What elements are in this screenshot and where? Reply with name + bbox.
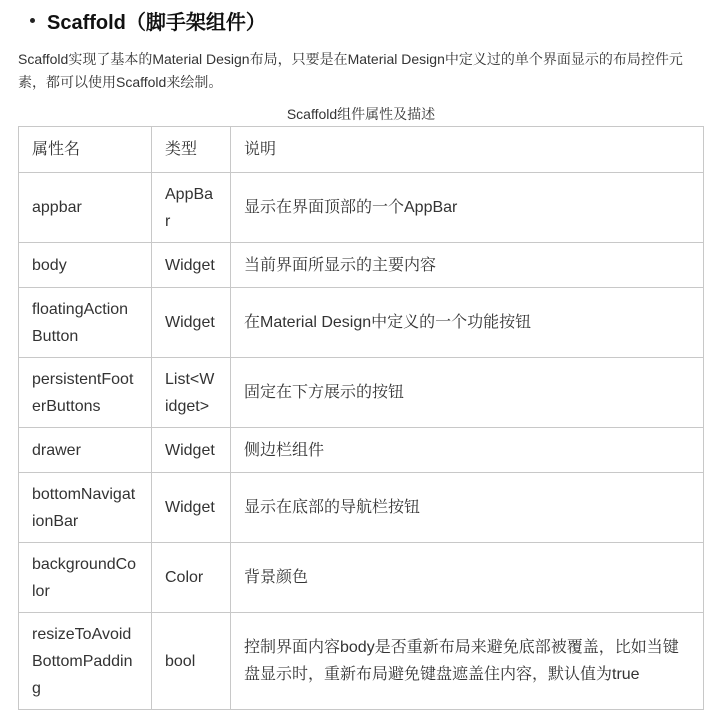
cell-name: persistentFooterButtons (19, 358, 152, 428)
table-row (19, 473, 704, 543)
cell-name: appbar (19, 173, 152, 243)
table-row (19, 243, 704, 288)
intro-paragraph: Scaffold实现了基本的Material Design布局，只要是在Material Design中定义过的单个界面显示的布局控件元素，都可以使用Scaffold来绘制。 (18, 51, 683, 90)
cell-description: 控制界面内容body是否重新布局来避免底部被覆盖，比如当键盘显示时，重新布局避免键盘遮盖住内容，默认值为true (231, 613, 704, 710)
cell-name: floatingActionButton (19, 288, 152, 358)
table-row (19, 173, 704, 243)
table-row (19, 428, 704, 473)
cell-type: List<Widget> (152, 358, 231, 428)
cell-type: Color (152, 543, 231, 613)
cell-description: 固定在下方展示的按钮 (231, 358, 704, 428)
cell-type: AppBar (152, 173, 231, 243)
cell-description: 显示在底部的导航栏按钮 (231, 473, 704, 543)
cell-name: bottomNavigationBar (19, 473, 152, 543)
cell-type: Widget (152, 428, 231, 473)
properties-table (18, 126, 704, 710)
table-row (19, 543, 704, 613)
cell-description: 背景颜色 (231, 543, 704, 613)
cell-type: bool (152, 613, 231, 710)
table-row (19, 613, 704, 710)
cell-description: 侧边栏组件 (231, 428, 704, 473)
section-heading (30, 6, 266, 34)
table-row (19, 358, 704, 428)
cell-type: Widget (152, 473, 231, 543)
header-name: 属性名 (19, 127, 152, 173)
cell-name: drawer (19, 428, 152, 473)
cell-description: 在Material Design中定义的一个功能按钮 (231, 288, 704, 358)
header-description: 说明 (231, 127, 704, 173)
cell-name: backgroundColor (19, 543, 152, 613)
table-header-row (19, 127, 704, 173)
cell-description: 显示在界面顶部的一个AppBar (231, 173, 704, 243)
cell-type: Widget (152, 288, 231, 358)
cell-description: 当前界面所显示的主要内容 (231, 243, 704, 288)
cell-name: body (19, 243, 152, 288)
table-row (19, 288, 704, 358)
section-title: Scaffold（脚手架组件） (47, 11, 266, 34)
table-caption: Scaffold组件属性及描述 (286, 106, 436, 122)
header-type: 类型 (152, 127, 231, 173)
bullet-icon (30, 18, 35, 23)
cell-type: Widget (152, 243, 231, 288)
cell-name: resizeToAvoidBottomPadding (19, 613, 152, 710)
